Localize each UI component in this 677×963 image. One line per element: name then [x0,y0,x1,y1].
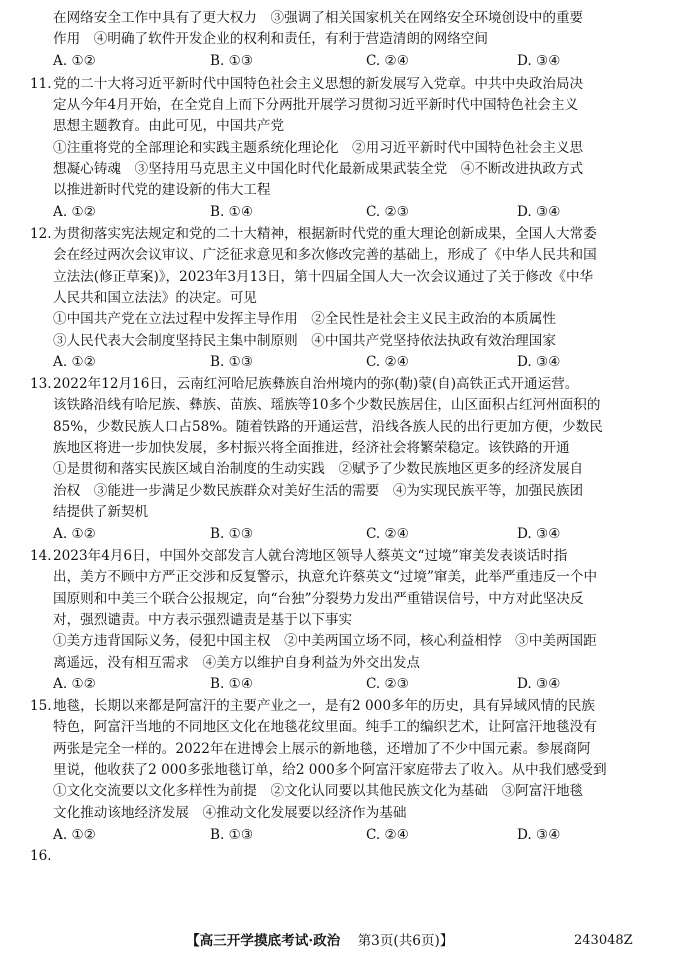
q15-option-d: D. ③④ [517,827,561,843]
q13-option-a: A. ①② [53,526,96,542]
q13-line-1: 2022年12月16日，云南红河哈尼族彝族自治州境内的弥(勒)蒙(自)高铁正式开通运营。 [53,376,579,392]
q12-line-3: 立法法(修正草案)》，2023年3月13日，第十四届全国人大一次会议通过了关于修改《中华 [53,269,594,285]
q15-number: 15. [30,698,52,714]
q13-line-7: 结提供了新契机 [53,504,149,520]
q14-option-c: C. ②③ [366,676,409,692]
q14-line-6: 离遥远，没有相互需求 ④美方以维护自身利益为外交出发点 [53,655,421,671]
q12-line-5: ①中国共产党在立法过程中发挥主导作用 ②全民性是社会主义民主政治的本质属性 [53,311,556,327]
q14-line-2: 出，美方不顾中方严正交涉和反复警示，执意允许蔡英文“过境”窜美，此举严重违反一个中 [53,569,598,585]
q12-option-b: B. ①③ [210,354,254,370]
q15-line-5: ①文化交流要以文化多样性为前提 ②文化认同要以其他民族文化为基础 ③阿富汗地毯 [53,783,584,799]
q15-option-c: C. ②④ [366,827,409,843]
q15-option-b: B. ①③ [210,827,254,843]
q11-line-1: 党的二十大将习近平新时代中国特色社会主义思想的新发展写入党章。中共中央政治局决 [53,76,584,92]
q11-line-4: ①注重将党的全部理论和实践主题系统化理论化 ②用习近平新时代中国特色社会主义思 [53,140,584,156]
q11-option-a: A. ①② [53,204,96,220]
q12-option-c: C. ②④ [366,354,409,370]
footer-page-number: 第3页(共6页)】 [357,933,454,949]
q12-line-6: ③人民代表大会制度坚持民主集中制原则 ④中国共产党坚持依法执政有效治理国家 [53,333,556,349]
q10-option-c: C. ②④ [366,53,409,69]
q12-line-2: 会在经过两次会议审议、广泛征求意见和多次修改完善的基础上，形成了《中华人民共和国 [53,247,597,263]
q14-line-4: 对，强烈谴责。中方表示强烈谴责是基于以下事实 [53,612,353,628]
q14-line-5: ①美方违背国际义务，侵犯中国主权 ②中美两国立场不同，核心利益相悖 ③中美两国距 [53,633,597,649]
q13-option-d: D. ③④ [517,526,561,542]
q13-option-c: C. ②④ [366,526,409,542]
q11-option-b: B. ①④ [210,204,254,220]
q15-line-4: 里说，他收获了2 000多张地毯订单，给2 000多个阿富汗家庭带去了收入。从中我们感受到 [53,762,607,778]
q11-number: 11. [30,76,52,92]
q14-line-1: 2023年4月6日，中国外交部发言人就台湾地区领导人蔡英文“过境”窜美发表谈话时指 [53,548,568,564]
q14-option-a: A. ①② [53,676,96,692]
q14-line-3: 国原则和中美三个联合公报规定，向“台独”分裂势力发出严重错误信号，中方对此坚决反 [53,591,584,607]
q13-option-b: B. ①③ [210,526,254,542]
page-footer [186,932,453,950]
q11-line-5: 想凝心铸魂 ③坚持用马克思主义中国化时代化最新成果武装全党 ④不断改进执政方式 [53,161,584,177]
q13-line-2: 该铁路沿线有哈尼族、彝族、苗族、瑶族等10多个少数民族居住，山区面积占红河州面积的 [53,397,601,413]
q12-line-1: 为贯彻落实宪法规定和党的二十大精神，根据新时代党的重大理论创新成果，全国人大常委 [53,226,597,242]
q14-option-b: B. ①④ [210,676,254,692]
q13-line-6: 治权 ③能进一步满足少数民族群众对美好生活的需要 ④为实现民族平等，加强民族团 [53,483,584,499]
q13-line-4: 族地区将进一步加快发展，多村振兴将全面推进，经济社会将繁荣稳定。该铁路的开通 [53,440,570,456]
q11-option-d: D. ③④ [517,204,561,220]
q10-option-a: A. ①② [53,53,96,69]
q16-number: 16. [30,848,52,864]
q15-line-6: 文化推动该地经济发展 ④推动文化发展要以经济作为基础 [53,805,407,821]
q11-line-6: 以推进新时代党的建设新的伟大工程 [53,182,271,198]
q15-option-a: A. ①② [53,827,96,843]
q10-option-d: D. ③④ [517,53,561,69]
q13-number: 13. [30,376,52,392]
q15-line-2: 特色，阿富汗当地的不同地区文化在地毯花纹里面。纯手工的编织艺术，让阿富汗地毯没有 [53,719,597,735]
q12-option-d: D. ③④ [517,354,561,370]
q13-line-5: ①是贯彻和落实民族区域自治制度的生动实践 ②赋予了少数民族地区更多的经济发展自 [53,461,584,477]
q15-line-1: 地毯，长期以来都是阿富汗的主要产业之一，是有2 000多年的历史，具有异域风情的民族 [53,698,595,714]
q14-number: 14. [30,548,52,564]
q12-number: 12. [30,226,52,242]
q11-line-3: 思想主题教育。由此可见，中国共产党 [53,118,285,134]
q10-option-b: B. ①③ [210,53,254,69]
footer-title: 【高三开学摸底考试·政治 [186,933,341,949]
q13-line-3: 85%，少数民族人口占58%。随着铁路的开通运营，沿线各族人民的出行更加方便，少数民 [53,419,603,435]
q11-option-c: C. ②③ [366,204,409,220]
q11-line-2: 定从今年4月开始，在全党自上而下分两批开展学习贯彻习近平新时代中国特色社会主义 [53,97,579,113]
q10-line-2: 作用 ④明确了软件开发企业的权利和责任，有利于营造清朗的网络空间 [53,31,488,47]
q12-line-4: 人民共和国立法法》的决定。可见 [53,290,257,306]
q15-line-3: 两张是完全一样的。2022年在进博会上展示的新地毯，还增加了不少中国元素。参展商阿 [53,741,591,757]
footer-code: 243048Z [574,933,633,948]
q10-line-1: 在网络安全工作中具有了更大权力 ③强调了相关国家机关在网络安全环境创设中的重要 [53,10,584,26]
q12-option-a: A. ①② [53,354,96,370]
q14-option-d: D. ③④ [517,676,561,692]
